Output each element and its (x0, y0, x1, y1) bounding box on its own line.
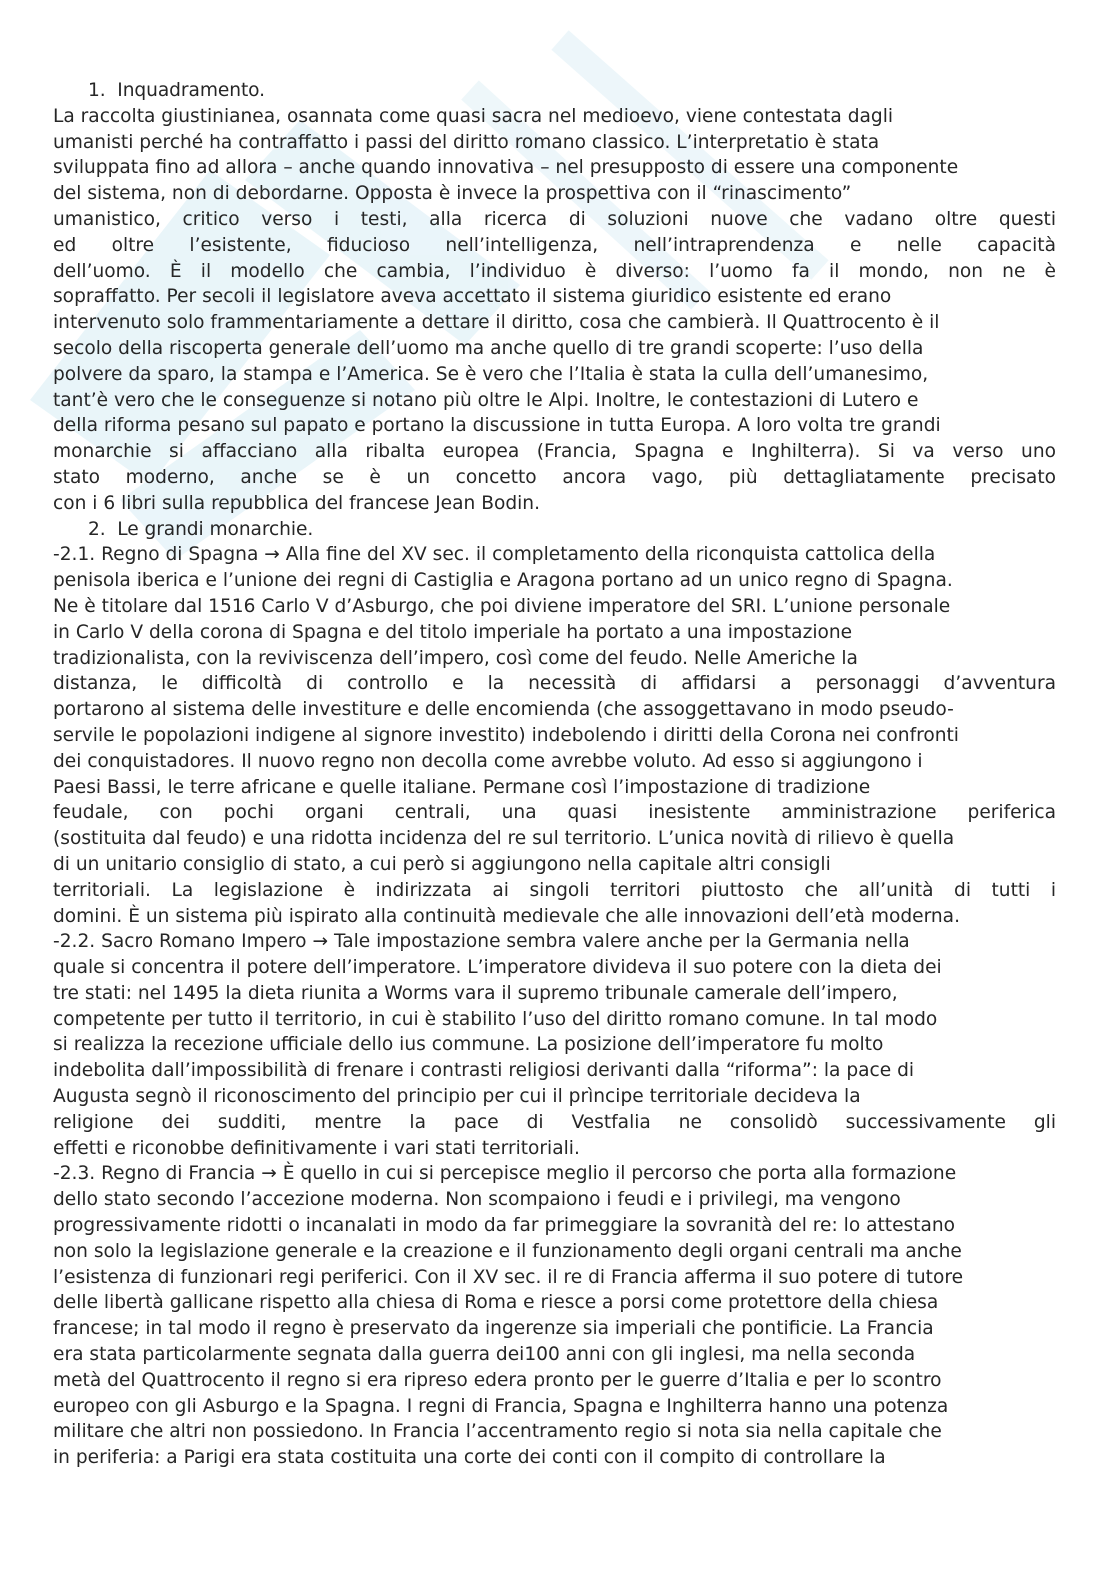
text-line: Augusta segnò il riconoscimento del principio per cui il prìncipe territoriale decideva la (53, 1086, 861, 1108)
text-line: monarchie si affacciano alla ribalta europea (Francia, Spagna e Inghilterra). Si va verso uno (53, 441, 1056, 463)
text-line: sviluppata fino ad allora – anche quando innovativa – nel presupposto di essere una componente (53, 157, 959, 179)
text-line: era stata particolarmente segnata dalla guerra dei100 anni con gli inglesi, ma nella seconda (53, 1344, 916, 1366)
text-line: in Carlo V della corona di Spagna e del titolo imperiale ha portato a una impostazione (53, 621, 853, 643)
text-line: dell’uomo. È il modello che cambia, l’individuo è diverso: l’uomo fa il mondo, non ne è (53, 260, 1056, 282)
text-line: militare che altri non possiedono. In Francia l’accentramento regio si nota sia nella capitale che (53, 1421, 942, 1443)
text-span: È quello in cui si percepisce meglio il percorso che porta alla formazione (282, 1163, 957, 1185)
text-line: Paesi Bassi, le terre africane e quelle italiane. Permane così l’impostazione di tradizione (53, 776, 871, 798)
text-line: progressivamente ridotti o incanalati in modo da far primeggiare la sovranità del re: lo attestano (53, 1215, 956, 1237)
section-1-heading: 1. Inquadramento. (88, 80, 265, 101)
subsection-2-1 (53, 542, 1056, 929)
text-line: delle libertà gallicane rispetto alla chiesa di Roma e riesce a porsi come protettore della chiesa (53, 1292, 939, 1314)
text-line: in periferia: a Parigi era stata costituita una corte dei conti con il compito di controllare la (53, 1447, 886, 1469)
text-line: francese; in tal modo il regno è preservato da ingerenze sia imperiali che pontificie. La Francia (53, 1318, 934, 1340)
text-line: umanisti perché ha contraffatto i passi del diritto romano classico. L’interpretatio è stata (53, 131, 880, 153)
text-line: dello stato secondo l’accezione moderna. Non scompaiono i feudi e i privilegi, ma vengono (53, 1189, 901, 1211)
text-span: Tale impostazione sembra valere anche per la Germania nella (333, 931, 910, 953)
text-line: l’esistenza di funzionari regi periferici. Con il XV sec. il re di Francia afferma il suo potere di tutore (53, 1266, 964, 1288)
text-line: competente per tutto il territorio, in cui è stabilito l’uso del diritto romano comune. In tal modo (53, 1008, 938, 1030)
text-line: penisola iberica e l’unione dei regni di Castiglia e Aragona portano ad un unico regno di Spagna. (53, 570, 953, 592)
text-line: tradizionalista, con la reviviscenza dell’impero, così come del feudo. Nelle Americhe la (53, 647, 858, 669)
section-1-body (53, 104, 1056, 517)
text-line: del sistema, non di debordarne. Opposta è invece la prospettiva con il “rinascimento” (53, 183, 852, 205)
arrow-right-icon: → (312, 931, 329, 953)
subsection-2-3-title: -2.3. Regno di Francia (53, 1163, 256, 1185)
text-line: non solo la legislazione generale e la creazione e il funzionamento degli organi centrali ma anche (53, 1240, 962, 1262)
text-line: ed oltre l’esistente, fiducioso nell’intelligenza, nell’intraprendenza e nelle capacità (53, 234, 1056, 256)
text-line: metà del Quattrocento il regno si era ripreso edera pronto per le guerre d’Italia e per lo scontro (53, 1369, 942, 1391)
text-line: secolo della riscoperta generale dell’uomo ma anche quello di tre grandi scoperte: l’uso della (53, 337, 924, 359)
subsection-2-1-title: -2.1. Regno di Spagna (53, 544, 259, 566)
text-line: si realizza la recezione ufficiale dello ius commune. La posizione dell’imperatore fu molto (53, 1034, 884, 1056)
text-line: tre stati: nel 1495 la dieta riunita a Worms vara il supremo tribunale camerale dell’impero, (53, 982, 898, 1004)
text-line: europeo con gli Asburgo e la Spagna. I regni di Francia, Spagna e Inghilterra hanno una potenza (53, 1395, 949, 1417)
text-line: feudale, con pochi organi centrali, una quasi inesistente amministrazione periferica (53, 802, 1056, 824)
text-line: dei conquistadores. Il nuovo regno non decolla come avrebbe voluto. Ad esso si aggiungono i (53, 750, 923, 772)
text-line: servile le popolazioni indigene al signore investito) indebolendo i diritti della Corona nei confronti (53, 724, 959, 746)
text-line: religione dei sudditi, mentre la pace di Vestfalia ne consolidò successivamente gli (53, 1111, 1056, 1133)
text-line: territoriali. La legislazione è indirizzata ai singoli territori piuttosto che all’unità di tutti i (53, 879, 1056, 901)
text-line: effetti e riconobbe definitivamente i vari stati territoriali. (53, 1137, 580, 1159)
text-line: Ne è titolare dal 1516 Carlo V d’Asburgo, che poi diviene imperatore del SRI. L’unione personale (53, 595, 951, 617)
text-line: di un unitario consiglio di stato, a cui però si aggiungono nella capitale altri consigli (53, 853, 831, 875)
text-line: portarono al sistema delle investiture e delle encomienda (che assoggettavano in modo pseudo- (53, 699, 954, 721)
text-line: (sostituita dal feudo) e una ridotta incidenza del re sul territorio. L’unica novità di rilievo è quella (53, 828, 955, 850)
text-line: domini. È un sistema più ispirato alla continuità medievale che alle innovazioni dell’età moderna. (53, 905, 960, 927)
text-span: Alla fine del XV sec. il completamento della riconquista cattolica della (285, 544, 936, 566)
text-line: umanistico, critico verso i testi, alla ricerca di soluzioni nuove che vadano oltre questi (53, 208, 1056, 230)
arrow-right-icon: → (264, 544, 280, 566)
text-line: tant’è vero che le conseguenze si notano più oltre le Alpi. Inoltre, le contestazioni di Lutero e (53, 389, 919, 411)
subsection-2-3 (53, 1161, 1056, 1471)
text-line: con i 6 libri sulla repubblica del francese Jean Bodin. (53, 492, 540, 514)
text-line: stato moderno, anche se è un concetto ancora vago, più dettagliatamente precisato (53, 466, 1056, 488)
subsection-2-2-title: -2.2. Sacro Romano Impero (53, 931, 307, 953)
subsection-2-2 (53, 929, 1056, 1161)
text-line: quale si concentra il potere dell’imperatore. L’imperatore divideva il suo potere con la dieta dei (53, 957, 942, 979)
text-line: intervenuto solo frammentariamente a dettare il diritto, cosa che cambierà. Il Quattrocento è il (53, 312, 940, 334)
section-2-heading: 2. Le grandi monarchie. (88, 518, 314, 540)
subsection-2-1-first-line (53, 542, 1056, 568)
text-line: sopraffatto. Per secoli il legislatore aveva accettato il sistema giuridico esistente ed erano (53, 286, 892, 308)
text-line: distanza, le difficoltà di controllo e la necessità di affidarsi a personaggi d’avventura (53, 673, 1056, 695)
subsection-2-3-first-line (53, 1161, 1056, 1187)
text-line: indebolita dall’impossibilità di frenare i contrasti religiosi derivanti dalla “riforma”: la pace di (53, 1060, 915, 1082)
text-line: La raccolta giustinianea, osannata come quasi sacra nel medioevo, viene contestata dagli (53, 105, 894, 127)
text-line: della riforma pesano sul papato e portano la discussione in tutta Europa. A loro volta tre grandi (53, 415, 941, 437)
text-line: polvere da sparo, la stampa e l’America. Se è vero che l’Italia è stata la culla dell’umanesimo, (53, 363, 929, 385)
subsection-2-2-first-line (53, 929, 1056, 955)
arrow-right-icon: → (261, 1163, 277, 1185)
document-page (53, 78, 1056, 1471)
